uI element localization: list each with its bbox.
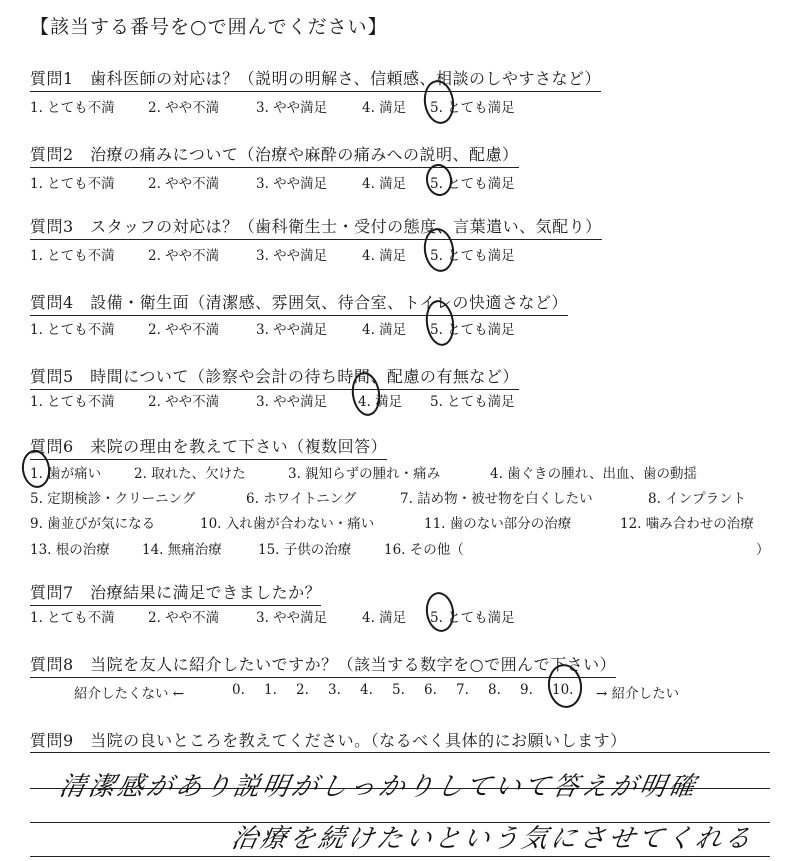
q1-option-3[interactable]: 3. やや満足 <box>256 100 328 116</box>
q6-reason-13[interactable]: 13. 根の治療 <box>30 542 110 558</box>
q8-score-4[interactable]: 4. <box>360 682 373 698</box>
q6-other-close-paren: ） <box>756 542 770 558</box>
q4-option-3[interactable]: 3. やや満足 <box>256 322 328 338</box>
handwritten-answer-line-2: 治療を続けたいという気にさせてくれる <box>228 824 757 854</box>
q8-score-3[interactable]: 3. <box>328 682 341 698</box>
q8-left-label: 紹介したくない ← <box>74 686 185 702</box>
q4-option-4[interactable]: 4. 満足 <box>362 322 407 338</box>
q2-option-2[interactable]: 2. やや不満 <box>148 176 220 192</box>
q4-option-1[interactable]: 1. とても不満 <box>30 322 115 338</box>
q6-reason-3[interactable]: 3. 親知らずの腫れ・痛み <box>288 466 441 482</box>
q5-option-1[interactable]: 1. とても不満 <box>30 394 115 410</box>
q6-reason-10[interactable]: 10. 入れ歯が合わない・痛い <box>200 516 375 532</box>
q7-option-5[interactable]: 5. とても満足 <box>430 610 515 626</box>
q7-circle-mark <box>423 590 456 634</box>
question-2: 質問2 治療の痛みについて（治療や麻酔の痛みへの説明、配慮） <box>30 142 519 168</box>
q1-option-1[interactable]: 1. とても不満 <box>30 100 115 116</box>
q6-reason-4[interactable]: 4. 歯ぐきの腫れ、出血、歯の動揺 <box>490 466 697 482</box>
q2-option-5[interactable]: 5. とても満足 <box>430 176 515 192</box>
q1-option-2[interactable]: 2. やや不満 <box>148 100 220 116</box>
q3-option-4[interactable]: 4. 満足 <box>362 248 407 264</box>
q4-option-5[interactable]: 5. とても満足 <box>430 322 515 338</box>
answer-line-4 <box>30 856 770 857</box>
q6-reason-8[interactable]: 8. インプラント <box>648 491 747 507</box>
question-9: 質問9 当院の良いところを教えてください。（なるべく具体的にお願いします） <box>30 731 627 750</box>
q3-option-2[interactable]: 2. やや不満 <box>148 248 220 264</box>
question-6: 質問6 来院の理由を教えて下さい（複数回答） <box>30 434 387 460</box>
q2-option-4[interactable]: 4. 満足 <box>362 176 407 192</box>
answer-line-1 <box>30 752 770 753</box>
q6-reason-15[interactable]: 15. 子供の治療 <box>258 542 352 558</box>
q7-option-4[interactable]: 4. 満足 <box>362 610 407 626</box>
question-8: 質問8 当院を友人に紹介したいですか？（該当する数字を○で囲んで下さい） <box>30 652 616 678</box>
q5-option-4[interactable]: 4. 満足 <box>358 394 403 410</box>
handwritten-answer-line-1: 清潔感があり説明がしっかりしていて答えが明確 <box>56 772 701 802</box>
q6-reason-6[interactable]: 6. ホワイトニング <box>246 491 357 507</box>
q6-reason-7[interactable]: 7. 詰め物・被せ物を白くしたい <box>400 491 593 507</box>
q3-option-5[interactable]: 5. とても満足 <box>430 248 515 264</box>
q5-option-5[interactable]: 5. とても満足 <box>430 394 515 410</box>
q6-reason-11[interactable]: 11. 歯のない部分の治療 <box>424 516 572 532</box>
q1-option-4[interactable]: 4. 満足 <box>362 100 407 116</box>
q2-option-1[interactable]: 1. とても不満 <box>30 176 115 192</box>
q8-score-10[interactable]: 10. <box>552 682 574 698</box>
q5-option-2[interactable]: 2. やや不満 <box>148 394 220 410</box>
survey-header: 【該当する番号を○で囲んでください】 <box>30 16 388 38</box>
q7-option-2[interactable]: 2. やや不満 <box>148 610 220 626</box>
q1-option-5[interactable]: 5. とても満足 <box>430 100 515 116</box>
q5-option-3[interactable]: 3. やや満足 <box>256 394 328 410</box>
q6-reason-2[interactable]: 2. 取れた、欠けた <box>134 466 246 482</box>
question-4: 質問4 設備・衛生面（清潔感、雰囲気、待合室、トイレの快適さなど） <box>30 290 568 316</box>
q6-reason-14[interactable]: 14. 無痛治療 <box>142 542 222 558</box>
q4-option-2[interactable]: 2. やや不満 <box>148 322 220 338</box>
q8-score-1[interactable]: 1. <box>264 682 277 698</box>
q2-option-3[interactable]: 3. やや満足 <box>256 176 328 192</box>
q6-reason-9[interactable]: 9. 歯並びが気になる <box>30 516 156 532</box>
q7-option-3[interactable]: 3. やや満足 <box>256 610 328 626</box>
q8-score-2[interactable]: 2. <box>296 682 309 698</box>
q8-score-9[interactable]: 9. <box>520 682 533 698</box>
q8-score-0[interactable]: 0. <box>232 682 245 698</box>
question-7: 質問7 治療結果に満足できましたか？ <box>30 580 321 606</box>
q7-option-1[interactable]: 1. とても不満 <box>30 610 115 626</box>
q3-option-1[interactable]: 1. とても不満 <box>30 248 115 264</box>
q8-score-7[interactable]: 7. <box>456 682 469 698</box>
q3-option-3[interactable]: 3. やや満足 <box>256 248 328 264</box>
question-3: 質問3 スタッフの対応は？（歯科衛生士・受付の態度、言葉遣い、気配り） <box>30 214 602 240</box>
q8-score-6[interactable]: 6. <box>424 682 437 698</box>
q6-reason-5[interactable]: 5. 定期検診・クリーニング <box>30 491 196 507</box>
q8-right-label: → 紹介したい <box>596 686 680 702</box>
q6-reason-16[interactable]: 16. その他（ <box>384 542 464 558</box>
question-5: 質問5 時間について（診察や会計の待ち時間、配慮の有無など） <box>30 364 519 390</box>
q8-score-8[interactable]: 8. <box>488 682 501 698</box>
q6-reason-1[interactable]: 1. 歯が痛い <box>30 466 102 482</box>
question-1: 質問1 歯科医師の対応は？（説明の明解さ、信頼感、相談のしやすさなど） <box>30 66 601 92</box>
q6-reason-12[interactable]: 12. 噛み合わせの治療 <box>620 516 754 532</box>
q8-score-5[interactable]: 5. <box>392 682 405 698</box>
